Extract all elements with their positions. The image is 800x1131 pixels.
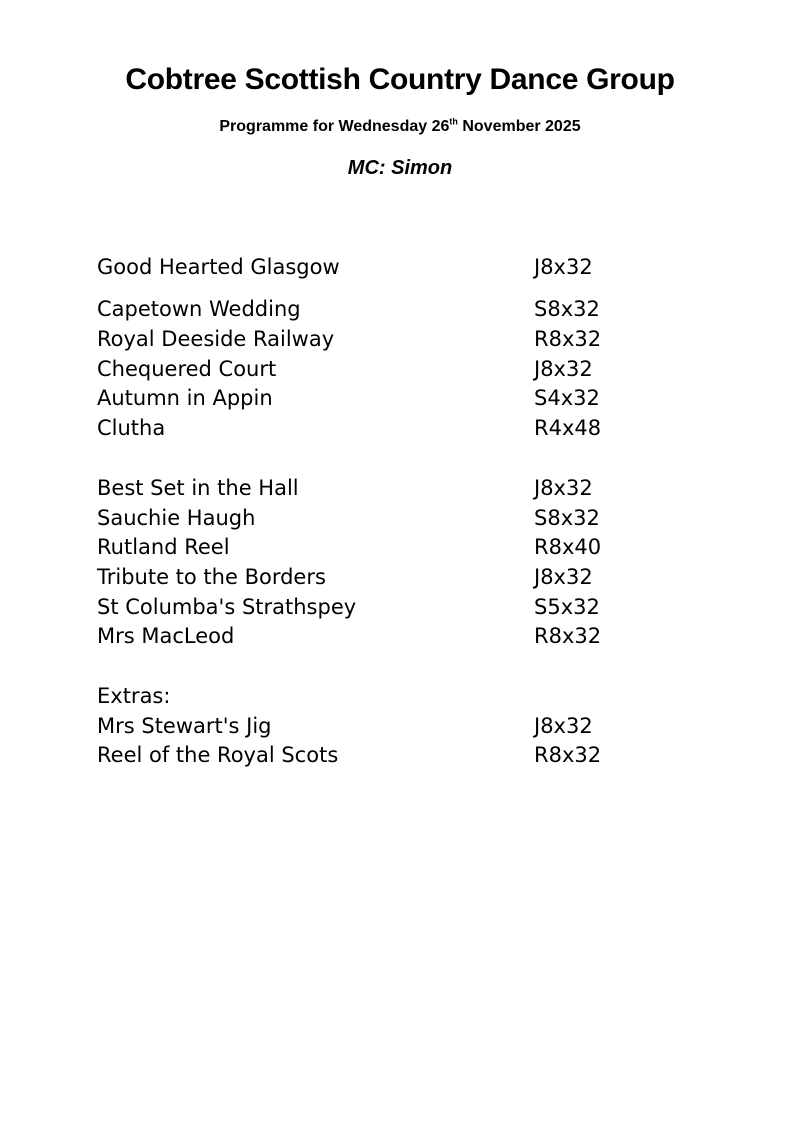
dance-form: R8x40: [534, 535, 602, 559]
dance-form: S4x32: [534, 386, 600, 410]
dance-row: [97, 413, 617, 443]
dance-row: [97, 740, 617, 770]
dance-name: Mrs Stewart's Jig: [97, 714, 272, 738]
dance-row: [97, 252, 617, 282]
extras-heading: [97, 681, 617, 711]
dance-form: S8x32: [534, 506, 600, 530]
dance-row: [97, 621, 617, 651]
dance-form: R8x32: [534, 327, 602, 351]
dance-name: Capetown Wedding: [97, 297, 301, 321]
dance-name: Royal Deeside Railway: [97, 327, 335, 351]
dance-row: [97, 354, 617, 384]
subtitle-ordinal: th: [449, 116, 458, 127]
dance-form: R8x32: [534, 743, 602, 767]
dance-name: Chequered Court: [97, 357, 277, 381]
dance-form: J8x32: [534, 476, 593, 500]
dance-row: [97, 503, 617, 533]
dance-row: [97, 383, 617, 413]
dance-row: [97, 532, 617, 562]
dance-row: [97, 294, 617, 324]
dance-name: Autumn in Appin: [97, 386, 273, 410]
dance-row: [97, 473, 617, 503]
dance-name: Best Set in the Hall: [97, 476, 299, 500]
programme-date: [0, 116, 800, 138]
dance-name: Rutland Reel: [97, 535, 230, 559]
dance-form: J8x32: [534, 357, 593, 381]
dance-form: R8x32: [534, 624, 602, 648]
dance-name: Sauchie Haugh: [97, 506, 256, 530]
mc-name: MC: Simon: [347, 157, 453, 179]
dance-name: Clutha: [97, 416, 166, 440]
dance-row: [97, 562, 617, 592]
dance-name: Good Hearted Glasgow: [97, 255, 340, 279]
dance-name: St Columba's Strathspey: [97, 595, 357, 619]
dance-row: [97, 592, 617, 622]
dance-name: Tribute to the Borders: [97, 565, 326, 589]
dance-form: J8x32: [534, 565, 593, 589]
dance-row: [97, 324, 617, 354]
dance-form: S5x32: [534, 595, 600, 619]
subtitle-prefix: Programme for Wednesday 26: [219, 118, 450, 135]
dance-form: J8x32: [534, 255, 593, 279]
extras-label: Extras:: [97, 684, 171, 708]
subtitle-suffix: November 2025: [457, 118, 581, 135]
document-title: Cobtree Scottish Country Dance Group: [125, 63, 675, 96]
dance-name: Mrs MacLeod: [97, 624, 235, 648]
dance-form: J8x32: [534, 714, 593, 738]
dance-name: Reel of the Royal Scots: [97, 743, 339, 767]
dance-row: [97, 711, 617, 741]
dance-form: R4x48: [534, 416, 602, 440]
dance-form: S8x32: [534, 297, 600, 321]
